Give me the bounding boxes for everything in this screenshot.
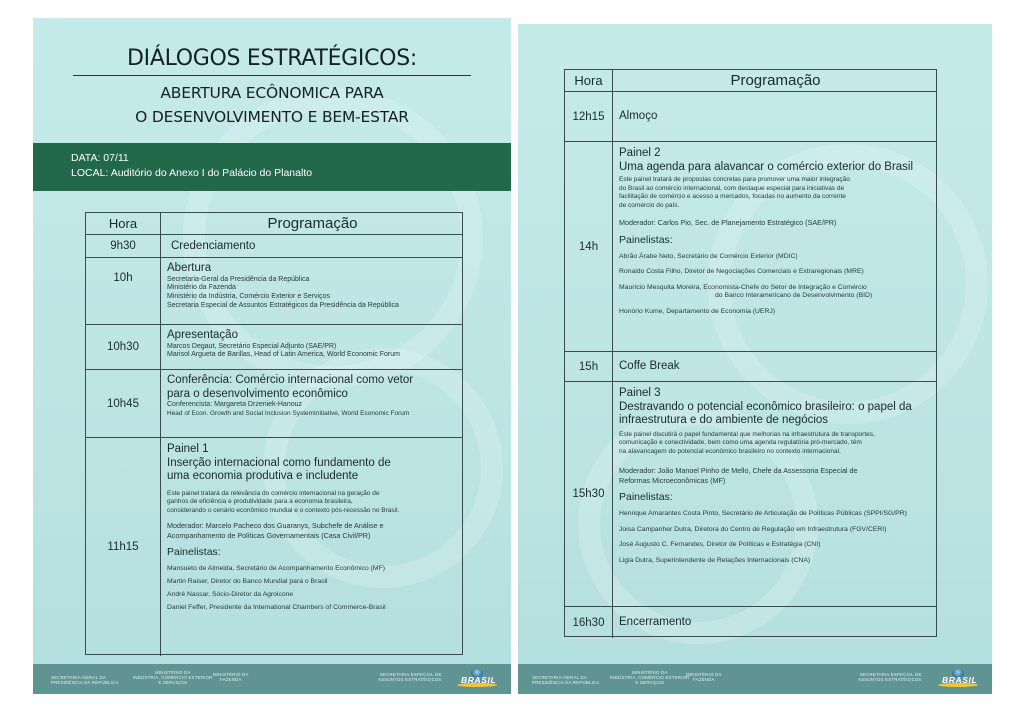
panelists-label: Painelistas: [167, 546, 221, 559]
row-title: Abertura [167, 262, 212, 274]
footer-text: SECRETARIA ESPECIAL DE [379, 672, 442, 677]
row-time: 16h30 [565, 607, 613, 638]
panelist: Martin Raiser, Diretor do Banco Mundial para o Brasil [167, 578, 328, 586]
schedule-row [86, 370, 462, 438]
event-info-band [33, 143, 511, 191]
footer-org-mdic [610, 670, 690, 686]
panelist: Honório Kume, Departamento de Economia (UERJ) [619, 307, 776, 315]
logo-text: BRASIL [942, 675, 978, 685]
program-page-right [518, 24, 992, 694]
panelist: Joisa Campanher Dutra, Diretora do Centro de Regulação em Infraestrutura (FGV/CERI) [619, 525, 887, 533]
table-header [86, 213, 462, 235]
row-detail: Marisol Argueta de Barillas, Head of Latin America, World Economic Forum [167, 351, 400, 359]
document-subtitle-line1: ABERTURA ECÔNOMICA PARA [160, 84, 384, 102]
schedule-row [86, 258, 462, 325]
row-time: 10h45 [86, 370, 161, 437]
footer-text: MINISTÉRIO DA [631, 670, 668, 675]
row-time: 9h30 [86, 235, 161, 257]
footer-text: FAZENDA [219, 677, 242, 683]
panel-description: Este painel tratará da relevância do comércio internacional na geração de [167, 489, 380, 497]
panelist: André Nassar, Sócio-Diretor da Agroicone [167, 591, 294, 599]
schedule-row [565, 352, 936, 382]
schedule-row [86, 325, 462, 370]
footer-text: PRESIDÊNCIA DA REPÚBLICA [51, 680, 119, 686]
row-title-line1: Conferência: Comércio internacional como vetor [167, 374, 414, 386]
schedule-table [564, 69, 937, 637]
panel-moderator: Moderador: Carlos Pio, Sec. de Planejamento Estratégico (SAE/PR) [619, 218, 837, 228]
row-detail: Head of Econ. Growth and Social Inclusion SystemInitiative, World Economic Forum [167, 409, 410, 417]
schedule-row [86, 438, 462, 656]
row-time: 15h30 [565, 382, 613, 606]
schedule-row [565, 142, 936, 352]
title-divider [73, 75, 471, 76]
row-title: Almoço [619, 109, 658, 122]
row-detail: Conferencista: Margareta Drzeniek-Hanouz [167, 401, 303, 408]
panelist: Mansueto de Almeida, Secretário de Acompanhamento Econômico (MF) [167, 565, 385, 573]
row-title: Coffe Break [619, 359, 680, 372]
column-header-hora: Hora [86, 213, 161, 235]
row-detail: Secretaria-Geral da Presidência da República [167, 275, 310, 283]
footer-text: ASSUNTOS ESTRATÉGICOS [858, 677, 922, 683]
program-page-left [33, 18, 511, 694]
panelist: Daniel Feffer, Presidente da International Chambers of Commerce-Brasil [167, 604, 386, 612]
panel-moderator: Reformas Microeconômicas (MF) [619, 475, 726, 485]
panelist: Abrão Árabe Neto, Secretário de Comércio Exterior (MDIC) [619, 252, 798, 260]
row-time: 11h15 [86, 438, 161, 656]
panel-description: facilitação de comércio e acesso a mercados, focadas no aumento da corrente [619, 193, 846, 201]
schedule-row [565, 92, 936, 142]
column-header-programacao: Programação [267, 215, 358, 232]
schedule-row [86, 235, 462, 258]
brasil-logo [938, 669, 978, 689]
panelists-label: Painelistas: [619, 491, 673, 504]
row-title: Encerramento [619, 615, 692, 628]
footer-text: SECRETARIA-GERAL DA [51, 675, 107, 680]
row-detail: Ministério da Fazenda [167, 284, 236, 292]
panel-description: de comércio do país. [619, 201, 680, 209]
column-header-hora: Hora [565, 70, 613, 92]
event-location: LOCAL: Auditório do Anexo I do Palácio do Planalto [71, 167, 313, 179]
row-time: 10h30 [86, 325, 161, 369]
row-detail: Ministério da Indústria, Comércio Exterior e Serviços [167, 293, 331, 301]
footer-text: SECRETARIA-GERAL DA [532, 675, 588, 680]
panel-description: do Brasil ao comércio internacional, com destaque especial para iniciativas de [619, 184, 845, 192]
panelist: José Augusto C. Fernandes, Diretor de Políticas e Estratégia (CNI) [619, 541, 821, 549]
row-detail: Marcos Degaut, Secretário Especial Adjunto (SAE/PR) [167, 342, 337, 350]
row-title: Credenciamento [171, 240, 256, 252]
document-title: DIÁLOGOS ESTRATÉGICOS: [127, 46, 417, 71]
panel-title-line2: infraestrutura e do ambiente de negócios [619, 414, 829, 426]
footer-bar [518, 664, 992, 694]
panel-description: Este painel discutirá o papel fundamental que melhorias na infraestrutura de transportes, [619, 430, 875, 438]
panel-description: ganhos de eficiência e produtividade para a economia brasileira, [167, 498, 353, 506]
row-time: 14h [565, 142, 613, 351]
footer-org-fazenda [213, 672, 249, 682]
footer-text: MINISTÉRIO DA [213, 672, 249, 677]
panel-moderator: Moderador: João Manoel Pinho de Mello, Chefe da Assessoria Especial de [619, 466, 858, 476]
panel-title-line2: uma economia produtiva e includente [167, 470, 359, 482]
row-time: 15h [565, 352, 613, 381]
footer-text: ASSUNTOS ESTRATÉGICOS [378, 677, 442, 683]
panel-description: Este painel tratará de propostas concretas para promover uma maior integração [619, 176, 850, 183]
document-subtitle-line2: O DESENVOLVIMENTO E BEM-ESTAR [135, 108, 409, 126]
footer-text: SECRETARIA ESPECIAL DE [859, 672, 922, 677]
footer-org-sae [858, 672, 922, 682]
panelist: Ronaldo Costa Filho, Diretor de Negociações Comerciais e Extraregionais (MRE) [619, 268, 864, 276]
panel-title-line1: Inserção internacional como fundamento de [167, 456, 391, 469]
footer-bar [33, 664, 511, 694]
footer-text: MINISTÉRIO DA [154, 670, 191, 675]
row-time: 12h15 [565, 92, 613, 141]
panel-label: Painel 2 [619, 147, 661, 159]
panelists-label: Painelistas: [619, 233, 673, 246]
panelist: Ligia Dutra, Superintendente de Relações Internacionais (CNA) [619, 556, 811, 564]
panel-title-line1: Destravando o potencial econômico brasileiro: o papel da [619, 400, 912, 413]
panel-title: Uma agenda para alavancar o comércio exterior do Brasil [619, 160, 914, 173]
row-detail: Secretaria Especial de Assuntos Estratégicos da Presidência da República [167, 301, 399, 309]
footer-text: E SERVIÇOS [635, 680, 665, 686]
panelist: do Banco Interamericano de Desenvolvimento (BID) [715, 292, 873, 300]
panel-label: Painel 1 [167, 443, 209, 455]
footer-text: INDÚSTRIA, COMÉRCIO EXTERIOR [133, 675, 213, 681]
footer-text: PRESIDÊNCIA DA REPÚBLICA [532, 680, 600, 686]
footer-org-sae [378, 672, 442, 682]
schedule-row [565, 382, 936, 607]
schedule-table [85, 212, 463, 655]
panel-description: na alavancagem do potencial econômico brasileiro no contexto internacional. [619, 447, 841, 455]
table-header [565, 70, 936, 92]
footer-org-secretaria-geral [532, 675, 600, 685]
panel-moderator: Acompanhamento de Políticas Governamentais (Casa Civil/PR) [167, 530, 371, 540]
footer-text: E SERVIÇOS [158, 680, 188, 686]
schedule-row [565, 607, 936, 638]
brasil-logo [457, 669, 497, 689]
panel-description: comunicação e conectividade, bem como uma agenda regulatória pró-mercado, têm [619, 439, 862, 447]
panelist: Maurício Mesquita Moreira, Economista-Chefe do Setor de Integração e Comércio [619, 283, 867, 291]
row-title-line2: para o desenvolvimento econômico [167, 387, 348, 400]
panel-label: Painel 3 [619, 387, 661, 399]
footer-text: INDÚSTRIA, COMÉRCIO EXTERIOR [610, 675, 690, 681]
footer-org-mdic [133, 670, 213, 686]
footer-org-fazenda [686, 672, 722, 682]
footer-text: FAZENDA [692, 677, 715, 683]
footer-org-secretaria-geral [51, 675, 119, 685]
footer-text: MINISTÉRIO DA [686, 672, 722, 677]
panelist: Henrique Amarantes Costa Pinto, Secretário de Articulação de Políticas Públicas (SPPI/SG/PR) [619, 510, 907, 518]
column-header-programacao: Programação [730, 72, 821, 89]
row-time: 10h [86, 258, 161, 324]
panel-moderator: Moderador: Marcelo Pacheco dos Guaranys, Subchefe de Análise e [167, 521, 384, 531]
row-title: Apresentação [167, 329, 238, 341]
panel-description: considerando o cenário econômico mundial e o contexto pós-recessão no Brasil. [167, 506, 400, 514]
event-date: DATA: 07/11 [71, 152, 129, 164]
logo-text: BRASIL [461, 675, 497, 685]
